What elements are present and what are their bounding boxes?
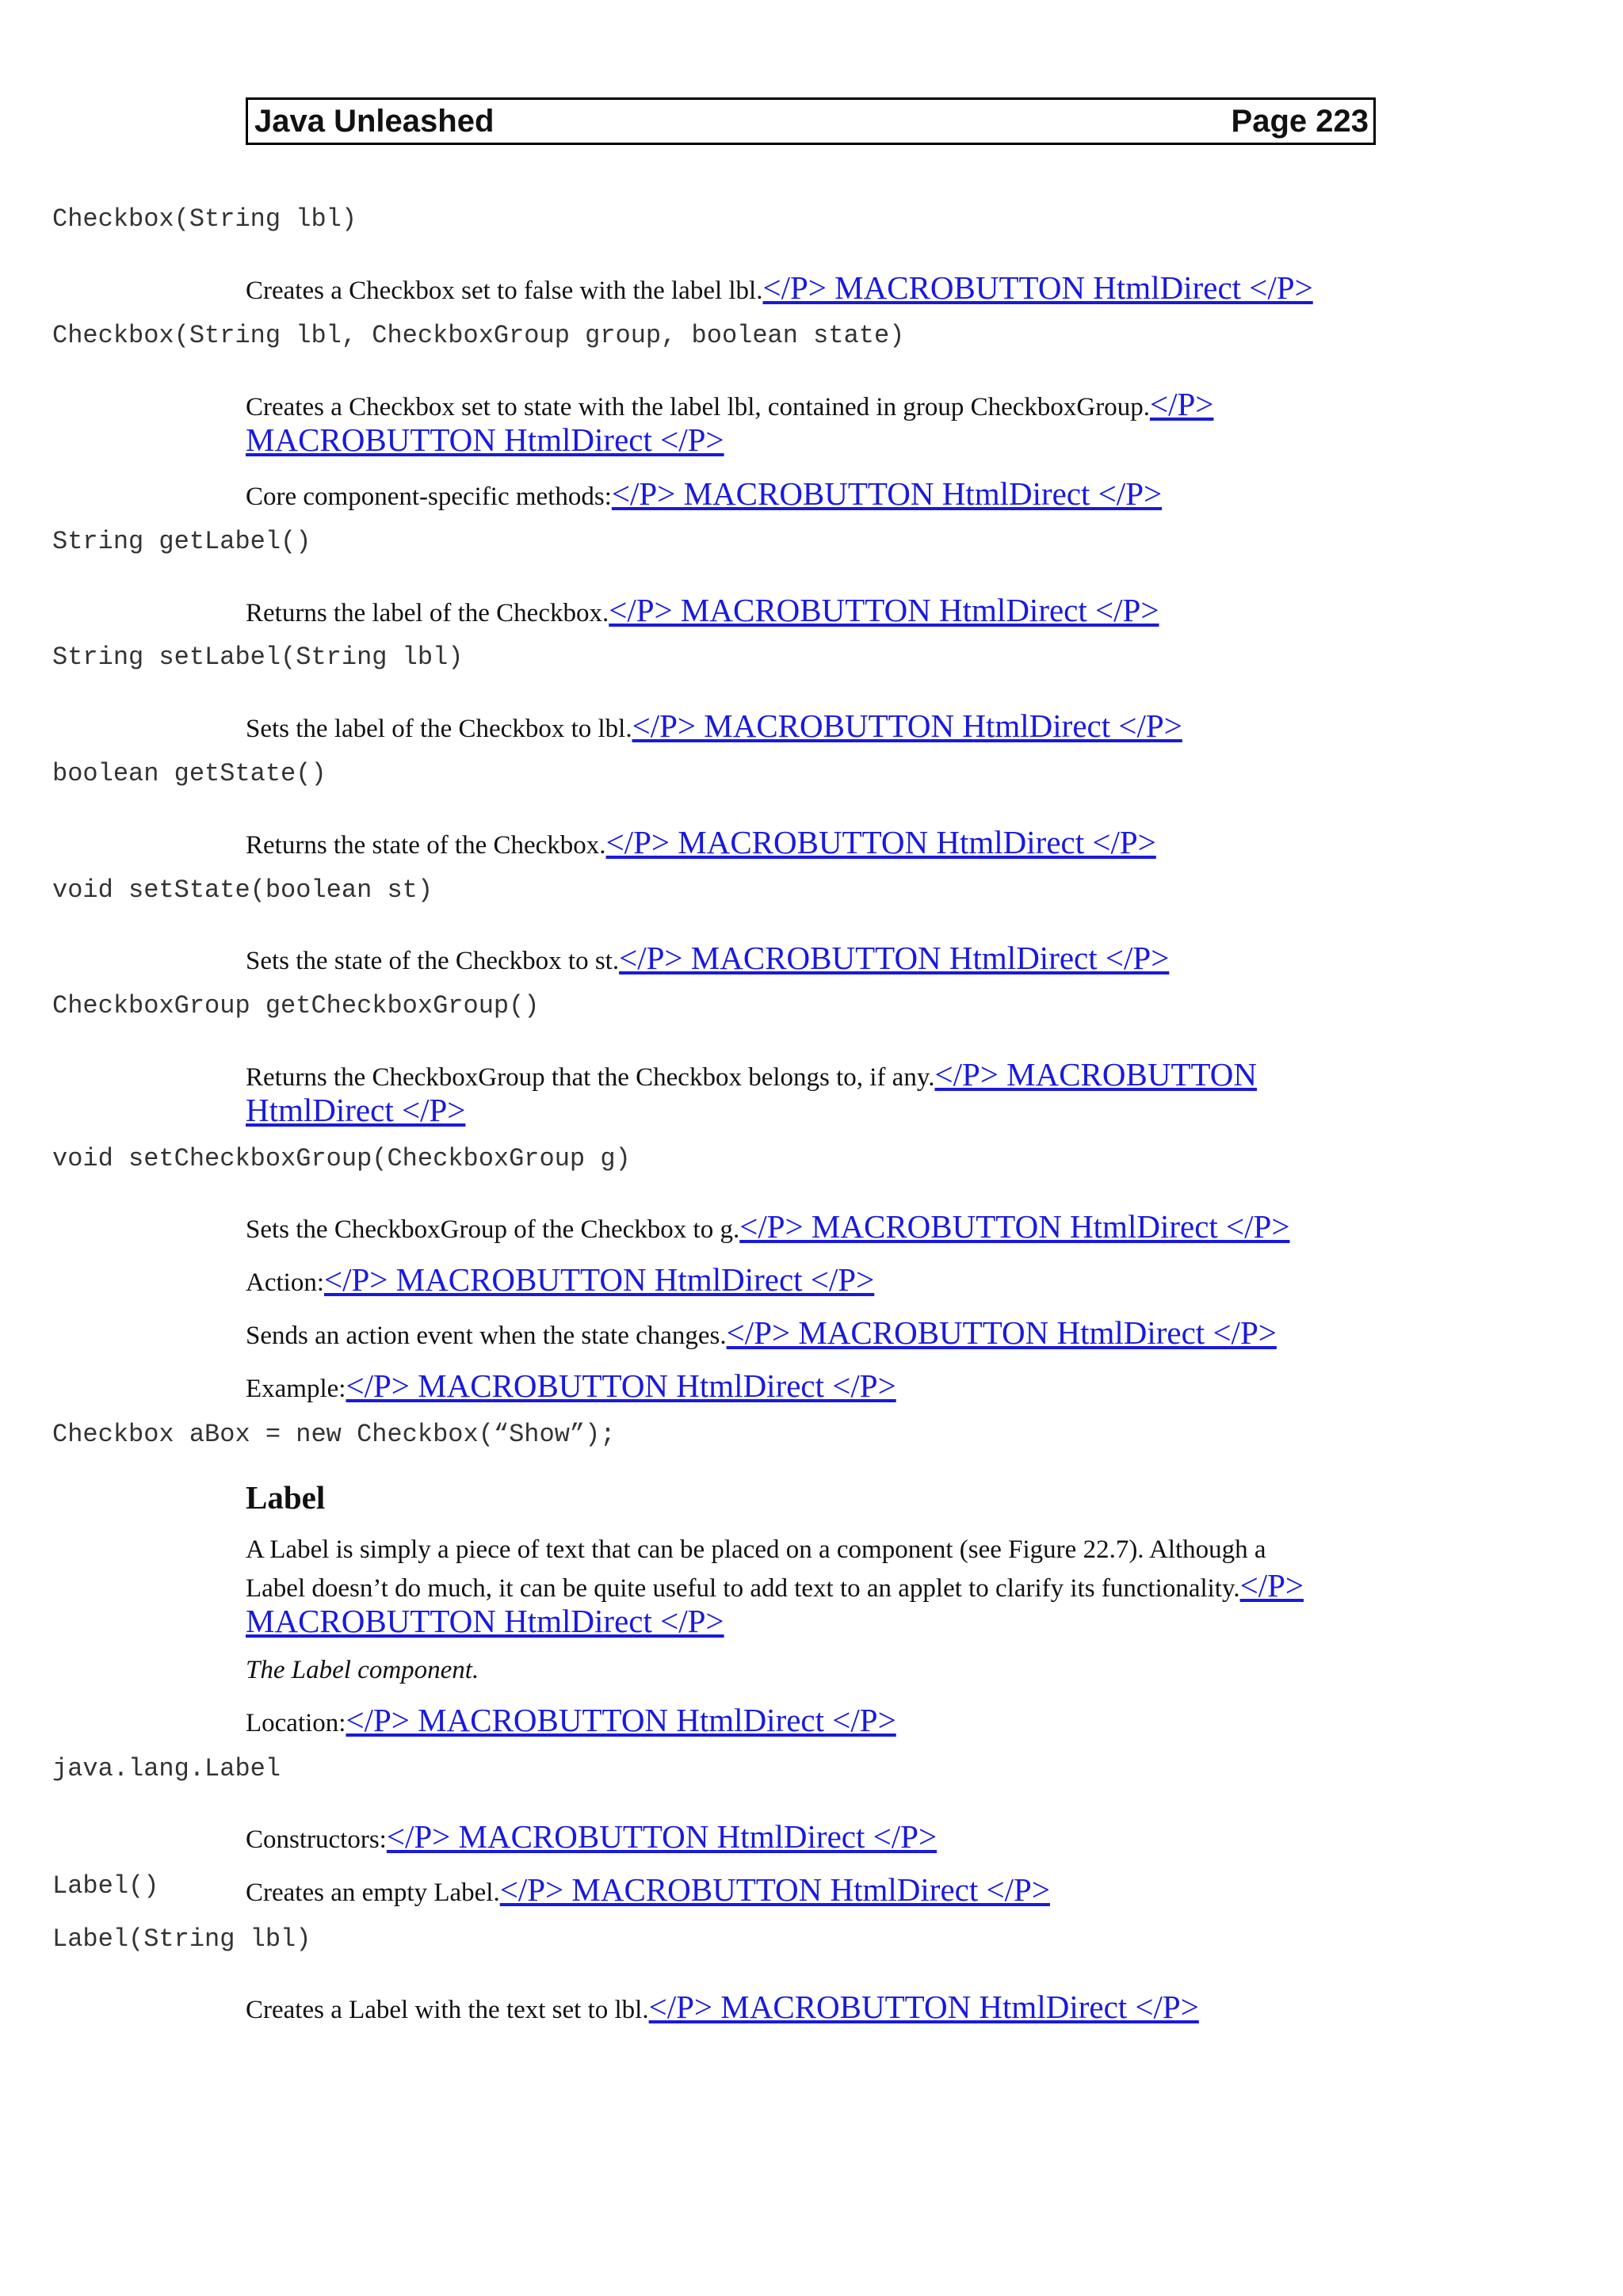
- description: [246, 1367, 896, 1407]
- description-text: Creates a Label with the text set to lbl.: [246, 1996, 649, 2024]
- macro-link[interactable]: </P> MACROBUTTON HtmlDirect </P>: [739, 1208, 1290, 1245]
- description-text: Example:: [246, 1375, 346, 1403]
- description-text: Creates a Checkbox set to state with the label lbl, contained in group CheckboxGroup.: [246, 393, 1150, 421]
- macro-link[interactable]: </P> MACROBUTTON HtmlDirect </P>: [386, 1818, 938, 1855]
- description-text: Returns the CheckboxGroup that the Checkbox belongs to, if any.: [246, 1063, 935, 1092]
- macro-link[interactable]: </P>: [1149, 386, 1214, 422]
- macro-link[interactable]: </P> MACROBUTTON HtmlDirect </P>: [611, 475, 1163, 512]
- macro-link[interactable]: </P> MACROBUTTON HtmlDirect </P>: [726, 1314, 1277, 1351]
- page-number: Page 223: [1231, 103, 1369, 139]
- code-line: Checkbox(String lbl): [52, 204, 357, 234]
- description-text: Action:: [246, 1268, 324, 1297]
- paragraph-continued: [246, 1603, 724, 1642]
- description: [246, 269, 1313, 309]
- description: [246, 1871, 1050, 1911]
- macro-link[interactable]: </P> MACROBUTTON HtmlDirect </P>: [605, 824, 1156, 860]
- figure-caption: The Label component.: [246, 1656, 479, 1684]
- paragraph-line: A Label is simply a piece of text that can be placed on a component (see Figure 22.7). Although a: [246, 1535, 1266, 1564]
- code-line: String getLabel(): [52, 527, 311, 556]
- macro-link[interactable]: </P> MACROBUTTON HtmlDirect </P>: [499, 1871, 1050, 1908]
- macro-link[interactable]: </P> MACROBUTTON HtmlDirect </P>: [323, 1261, 875, 1298]
- description-text: Returns the state of the Checkbox.: [246, 831, 606, 860]
- macro-link[interactable]: </P>: [1239, 1567, 1304, 1604]
- code-line: Label(String lbl): [52, 1924, 311, 1954]
- macro-link[interactable]: </P> MACROBUTTON: [934, 1056, 1258, 1093]
- description-text: Constructors:: [246, 1825, 387, 1854]
- description: [246, 1314, 1277, 1354]
- description-text: Location:: [246, 1709, 346, 1737]
- description: [246, 1056, 1257, 1096]
- macro-link[interactable]: </P> MACROBUTTON HtmlDirect </P>: [762, 269, 1313, 306]
- code-line: void setCheckboxGroup(CheckboxGroup g): [52, 1144, 631, 1173]
- macro-link[interactable]: </P> MACROBUTTON HtmlDirect </P>: [346, 1702, 896, 1738]
- macro-link[interactable]: </P> MACROBUTTON HtmlDirect </P>: [346, 1367, 896, 1404]
- macro-link[interactable]: </P> MACROBUTTON HtmlDirect </P>: [632, 707, 1182, 744]
- description: [246, 386, 1213, 425]
- code-line: CheckboxGroup getCheckboxGroup(): [52, 991, 540, 1020]
- macro-link[interactable]: </P> MACROBUTTON HtmlDirect </P>: [619, 940, 1170, 976]
- description-continued: [246, 421, 724, 461]
- code-line: java.lang.Label: [52, 1754, 281, 1783]
- code-line: Checkbox aBox = new Checkbox(“Show”);: [52, 1420, 616, 1449]
- paragraph-line: [246, 1567, 1304, 1607]
- description: [246, 824, 1156, 864]
- code-line: String setLabel(String lbl): [52, 643, 464, 672]
- description-text: Label doesn’t do much, it can be quite useful to add text to an applet to clarify its functionality.: [246, 1574, 1240, 1603]
- macro-link[interactable]: HtmlDirect </P>: [246, 1092, 466, 1128]
- code-line: boolean getState(): [52, 759, 327, 788]
- description: [246, 940, 1169, 979]
- code-line: void setState(boolean st): [52, 875, 433, 905]
- description-text: Creates an empty Label.: [246, 1878, 500, 1907]
- description: [246, 707, 1182, 747]
- macro-link[interactable]: </P> MACROBUTTON HtmlDirect </P>: [609, 592, 1159, 628]
- page-header: [246, 97, 1376, 145]
- description-text: Sets the CheckboxGroup of the Checkbox to g.: [246, 1215, 740, 1244]
- description: [246, 592, 1159, 631]
- description: [246, 475, 1162, 515]
- description-text: Creates a Checkbox set to false with the label lbl.: [246, 277, 763, 305]
- macro-link[interactable]: MACROBUTTON HtmlDirect </P>: [246, 1603, 724, 1639]
- macro-link[interactable]: </P> MACROBUTTON HtmlDirect </P>: [648, 1989, 1199, 2025]
- book-title: Java Unleashed: [254, 103, 495, 139]
- section-heading: Label: [246, 1479, 326, 1516]
- macro-link[interactable]: MACROBUTTON HtmlDirect </P>: [246, 421, 724, 458]
- description-text: Sets the state of the Checkbox to st.: [246, 947, 620, 975]
- description: [246, 1989, 1199, 2028]
- description: [246, 1261, 874, 1301]
- code-line: Checkbox(String lbl, CheckboxGroup group, boolean state): [52, 321, 905, 350]
- description-continued: [246, 1092, 465, 1131]
- description: [246, 1208, 1289, 1248]
- description-text: Core component-specific methods:: [246, 482, 612, 511]
- description: [246, 1818, 937, 1858]
- description-text: Sets the label of the Checkbox to lbl.: [246, 715, 632, 743]
- code-line: Label(): [52, 1871, 159, 1901]
- description: [246, 1702, 896, 1741]
- description-text: Returns the label of the Checkbox.: [246, 599, 609, 627]
- description-text: Sends an action event when the state changes.: [246, 1322, 727, 1350]
